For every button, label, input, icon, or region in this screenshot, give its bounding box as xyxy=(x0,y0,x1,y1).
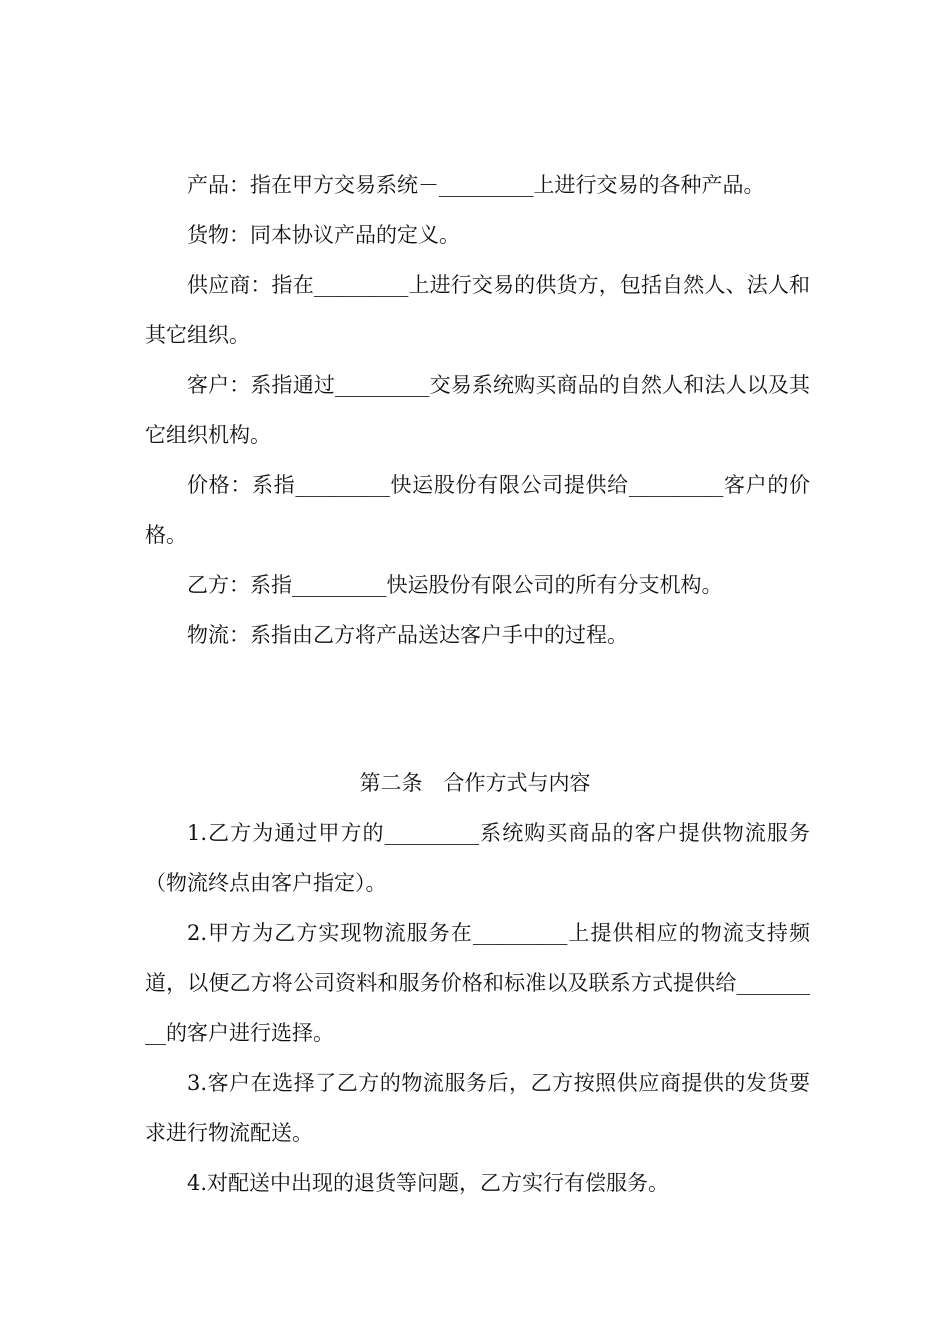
definition-product: 产品：指在甲方交易系统－_________上进行交易的各种产品。 xyxy=(187,173,765,197)
definition-customer: 客户：系指通过_________交易系统购买商品的自然人和法人以及其它组织机构。 xyxy=(145,373,810,447)
article-2-section xyxy=(0,758,950,1208)
article-2-item-2: 2.甲方为乙方实现物流服务在_________上提供相应的物流支持频道，以便乙方将公司资料和服务价格和标准以及联系方式提供给_________的客户进行选择。 xyxy=(145,921,810,1045)
definition-price: 价格：系指_________快运股份有限公司提供给_________客户的价格。 xyxy=(145,473,810,547)
definition-party-b: 乙方：系指_________快运股份有限公司的所有分支机构。 xyxy=(187,573,723,597)
definition-logistics: 物流：系指由乙方将产品送达客户手中的过程。 xyxy=(187,623,628,647)
article-2-item-3: 3.客户在选择了乙方的物流服务后，乙方按照供应商提供的发货要求进行物流配送。 xyxy=(145,1071,810,1145)
article-2-item-1: 1.乙方为通过甲方的_________系统购买商品的客户提供物流服务（物流终点由客户指定）。 xyxy=(145,821,810,895)
definitions-section xyxy=(0,160,950,660)
definition-supplier: 供应商：指在_________上进行交易的供货方，包括自然人、法人和其它组织。 xyxy=(145,273,810,347)
article-2-item-4: 4.对配送中出现的退货等问题，乙方实行有偿服务。 xyxy=(187,1171,670,1195)
article-2-heading: 第二条 合作方式与内容 xyxy=(359,771,591,795)
definition-goods: 货物：同本协议产品的定义。 xyxy=(187,223,460,247)
